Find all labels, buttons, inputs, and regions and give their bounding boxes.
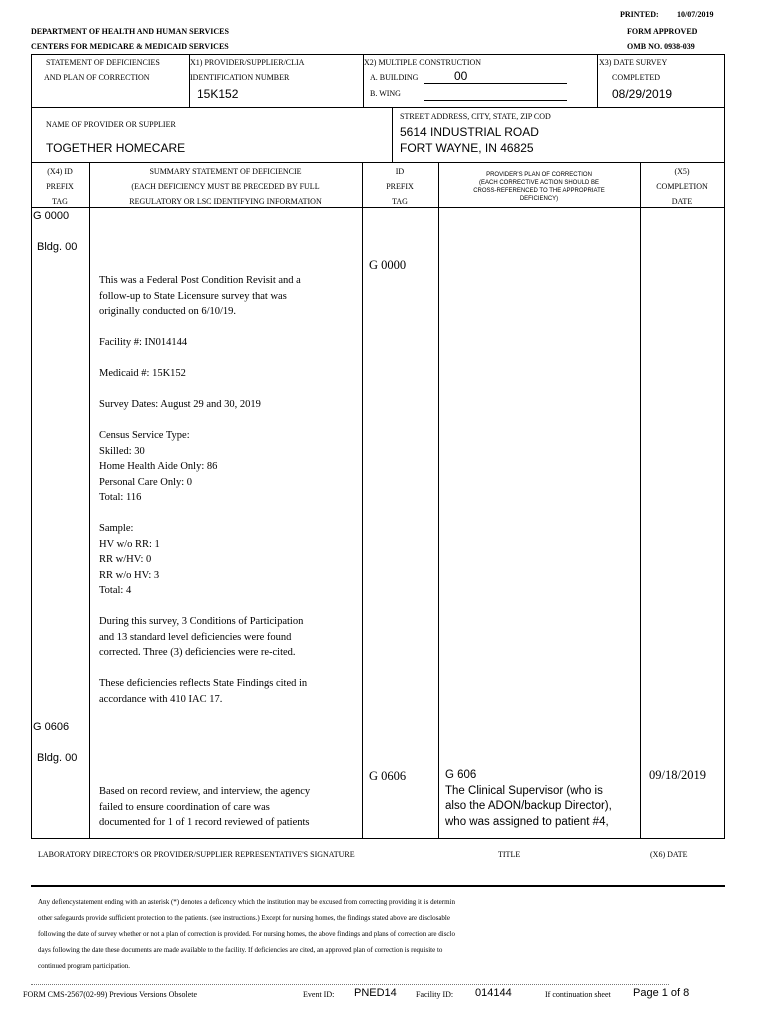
x3-label-2: COMPLETED [612,73,660,82]
text-line: Based on record review, and interview, the agency [99,786,311,797]
text-line: Home Health Aide Only: 86 [99,461,218,472]
summary-header-1: SUMMARY STATEMENT OF DEFICIENCIE [149,167,302,176]
column-divider [362,162,363,838]
id-header-2: PREFIX [386,182,414,191]
event-id-value: PNED14 [354,987,397,999]
id-prefix-tag: G 0000 [369,258,407,272]
text-line: failed to ensure coordination of care was [99,801,270,813]
facility-number: Facility #: IN014144 [99,337,188,348]
agency-title: CENTERS FOR MEDICARE & MEDICAID SERVICES [31,42,229,51]
text-line: RR w/o HV: 3 [99,569,160,581]
column-divider [640,162,641,838]
text-line: This was a Federal Post Condition Revisit and a [99,275,301,286]
id-header-3: TAG [392,197,408,206]
provider-name-label: NAME OF PROVIDER OR SUPPLIER [46,120,176,129]
medicaid-number: Medicaid #: 15K152 [99,368,186,379]
x5-header-3: DATE [671,197,693,206]
address-line-2: FORT WAYNE, IN 46825 [400,141,534,155]
wing-label: B. WING [370,89,401,98]
building-value: 00 [454,69,468,83]
column-divider [89,162,90,838]
text-line: G 606 [445,769,477,781]
text-line: During this survey, 3 Conditions of Participation [99,616,304,627]
frame-right-line [724,54,725,838]
x5-header-2: COMPLETION [656,182,708,191]
x5-header-1: (X5) [674,167,690,176]
text-line: documented for 1 of 1 record reviewed of patients [99,817,310,828]
signature-label: LABORATORY DIRECTOR'S OR PROVIDER/SUPPLIER REPRESENTATIVE'S SIGNATURE [38,850,355,859]
x6-date-label: (X6) DATE [650,850,688,859]
department-title: DEPARTMENT OF HEALTH AND HUMAN SERVICES [31,27,229,36]
plan-header-3: CROSS-REFERENCED TO THE APPROPRIATE [473,188,605,194]
id-prefix-tag: G 0606 [369,769,407,783]
text-line: originally conducted on 6/10/19. [99,306,237,317]
x2-label: X2) MULTIPLE CONSTRUCTION [364,58,482,67]
x4-header-1: (X4) ID [47,167,73,176]
frame-line [31,162,725,163]
printed-date: 10/07/2019 [677,10,714,19]
id-header-1: ID [395,167,405,176]
page-number: Page 1 of 8 [633,987,690,999]
text-line: Skilled: 30 [99,445,145,457]
plan-header-1: PROVIDER'S PLAN OF CORRECTION [486,172,592,178]
frame-bottom-line [31,885,725,887]
text-line: other safegaurds provide sufficient protection to the patients. (see instructions.) Except for nursing homes, the findings stated above are disclosable [38,914,450,922]
facility-id-value: 014144 [475,987,512,999]
wing-underline [424,100,567,101]
frame-line [31,107,725,108]
completion-date: 09/18/2019 [649,768,706,782]
x4-header-2: PREFIX [46,182,74,191]
text-line: Census Service Type: [99,430,190,441]
statement-label-1: STATEMENT OF DEFICIENCIES [46,58,160,67]
text-line: Personal Care Only: 0 [99,476,193,488]
text-line: Any defiencystatement ending with an asterisk (*) denotes a deficency which the institution may be excused from correcting providing it is determin [38,898,455,906]
summary-statement-text [99,784,310,831]
printed-label: PRINTED: [620,10,659,19]
plan-header-2: (EACH CORRECTIVE ACTION SHOULD BE [478,180,600,186]
survey-completed-date: 08/29/2019 [612,87,673,101]
summary-header-2: (EACH DEFICIENCY MUST BE PRECEDED BY FULL [131,182,320,191]
form-approved-label: FORM APPROVED [627,27,698,36]
divider [597,54,598,107]
plan-of-correction-text [445,768,612,830]
text-line: follow-up to State Licensure survey that was [99,290,287,302]
text-line: continued program participation. [38,962,130,970]
survey-dates: Survey Dates: August 29 and 30, 2019 [99,399,261,410]
text-line: days following the date these documents are made available to the facility. If deficiencies are cited, an approved plan of correction is requisite to [38,946,443,954]
text-line: HV w/o RR: 1 [99,538,160,550]
title-label: TITLE [498,850,521,859]
frame-line [31,207,725,208]
footer-separator [31,984,669,985]
text-line: accordance with 410 IAC 17. [99,693,223,705]
provider-name-value: TOGETHER HOMECARE [46,141,186,155]
text-line: These deficiencies reflects State Findings cited in [99,678,308,689]
x4-header-3: TAG [52,197,68,206]
column-divider [438,162,439,838]
building-tag: Bldg. 00 [37,241,78,253]
frame-top-line [31,54,725,55]
x3-label-1: X3) DATE SURVEY [599,58,668,67]
building-label: A. BUILDING [370,73,419,82]
prefix-tag: G 0000 [33,210,70,222]
text-line: Total: 4 [99,585,132,596]
divider [392,107,393,162]
statement-label-2: AND PLAN OF CORRECTION [44,73,150,82]
text-line: Total: 116 [99,492,142,503]
form-number: FORM CMS-2567(02-99) Previous Versions Obsolete [23,990,198,999]
text-line: and 13 standard level deficiencies were found [99,631,292,643]
text-line: also the ADON/backup Director), [445,800,612,812]
event-id-label: Event ID: [303,990,335,999]
text-line: following the date of survey whether or not a plan of correction is provided. For nursing homes, the above findings and plans of correction are disclo [38,930,455,938]
address-line-1: 5614 INDUSTRIAL ROAD [400,125,539,139]
plan-header-4: DEFICIENCY) [519,196,559,202]
summary-statement-text [99,273,307,723]
building-tag: Bldg. 00 [37,752,78,764]
x1-label-2: IDENTIFICATION NUMBER [190,73,290,82]
continuation-label: If continuation sheet [545,990,611,999]
text-line: Sample: [99,523,134,534]
text-line: who was assigned to patient #4, [445,815,609,828]
facility-id-label: Facility ID: [416,990,454,999]
text-line: RR w/HV: 0 [99,554,152,565]
provider-id-value: 15K152 [197,87,239,101]
text-line: The Clinical Supervisor (who is [445,784,603,797]
disclaimer-text [38,894,455,974]
x1-label-1: X1) PROVIDER/SUPPLIER/CLIA [190,58,305,67]
building-underline [424,83,567,84]
summary-header-3: REGULATORY OR LSC IDENTIFYING INFORMATION [129,197,322,206]
address-label: STREET ADDRESS, CITY, STATE, ZIP COD [400,112,551,121]
omb-number: OMB NO. 0938-039 [627,42,695,51]
prefix-tag: G 0606 [33,721,70,733]
frame-line [31,838,725,839]
text-line: corrected. Three (3) deficiencies were re-cited. [99,647,296,658]
